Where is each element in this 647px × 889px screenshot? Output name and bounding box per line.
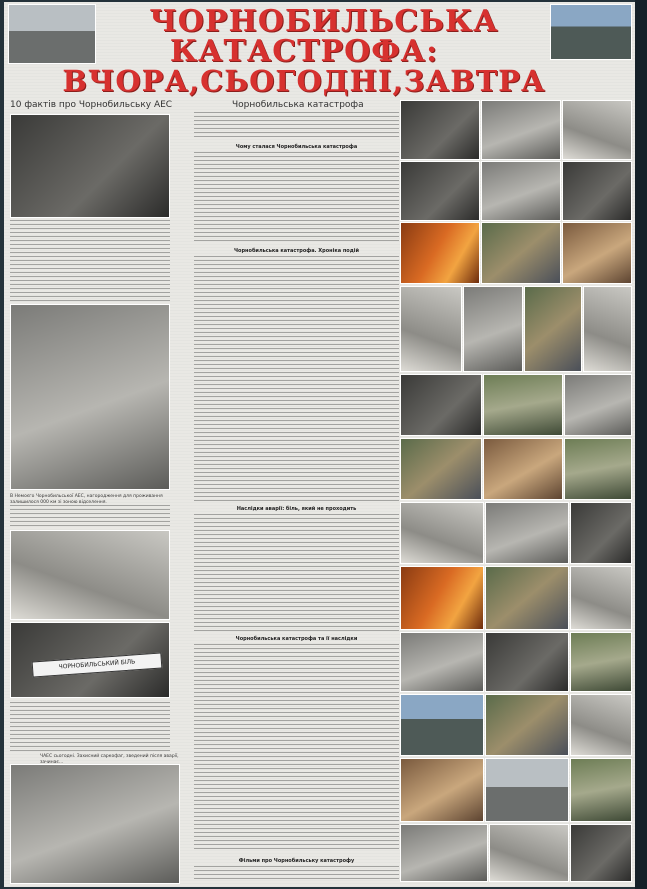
center-subhead-4: Чорнобильська катастрофа та її наслідки xyxy=(235,636,358,642)
photo-grid-24 xyxy=(485,566,569,630)
photo-grid-child xyxy=(400,566,484,630)
center-footer: Фільми про Чорнобильську катастрофу xyxy=(238,858,355,864)
photo-grid-4 xyxy=(400,161,480,221)
center-text-intro xyxy=(194,112,399,140)
photo-grid-25 xyxy=(570,566,632,630)
photo-top-right-reactor xyxy=(550,4,632,60)
photo-grid-34 xyxy=(570,758,632,822)
photo-grid-2 xyxy=(481,100,561,160)
left-text-block-3 xyxy=(10,702,170,752)
photo-pripyat-city xyxy=(10,764,180,884)
title-line-1: ЧОРНОБИЛЬСЬКА xyxy=(149,4,499,39)
left-column-heading: 10 фактів про Чорнобильську АЕС xyxy=(10,100,173,110)
photo-grid-10 xyxy=(400,286,462,372)
photo-grid-8 xyxy=(481,222,561,284)
photo-grid-ferris-wheel xyxy=(400,694,484,756)
center-text-2 xyxy=(194,256,399,502)
center-text-3 xyxy=(194,514,399,632)
photo-grid-fire xyxy=(400,222,480,284)
photo-grid-32 xyxy=(400,758,484,822)
photo-grid-18 xyxy=(483,438,563,500)
left-text-block-2 xyxy=(10,505,170,527)
photo-grid-5 xyxy=(481,161,561,221)
photo-grid-13 xyxy=(583,286,632,372)
center-subhead-3: Наслідки аварії: біль, який не проходить xyxy=(236,506,357,512)
photo-grid-16 xyxy=(564,374,632,436)
photo-grid-22 xyxy=(570,502,632,564)
photo-grid-33 xyxy=(485,758,569,822)
photo-cooling-tower-construction xyxy=(10,530,170,620)
photo-grid-14 xyxy=(400,374,482,436)
photo-grid-11 xyxy=(463,286,523,372)
protest-banner: ЧОРНОБИЛЬСЬКИЙ БІЛЬ xyxy=(32,652,163,677)
left-caption-bottom: ЧАЕС сьогодні. Захисний саркофаг, зведений після аварії, зачинає... xyxy=(40,754,179,765)
center-text-5 xyxy=(194,866,399,880)
photo-grid-3 xyxy=(562,100,632,160)
photo-grid-6 xyxy=(562,161,632,221)
center-text-4 xyxy=(194,644,399,852)
photo-destroyed-reactor xyxy=(10,304,170,490)
photo-grid-17 xyxy=(400,438,482,500)
center-subhead-2: Чорнобильська катастрофа. Хроніка подій xyxy=(234,248,359,254)
title-line-3: ВЧОРА,СЬОГОДНІ,ЗАВТРА xyxy=(62,64,546,98)
photo-grid-1 xyxy=(400,100,480,160)
photo-grid-9 xyxy=(562,222,632,284)
photo-grid-26 xyxy=(400,632,484,692)
photo-grid-monument xyxy=(485,694,569,756)
photo-grid-31 xyxy=(570,694,632,756)
photo-grid-28 xyxy=(570,632,632,692)
board-edge xyxy=(635,0,647,889)
title-line-2: КАТАСТРОФА: xyxy=(169,34,439,69)
photo-grid-27 xyxy=(485,632,569,692)
left-caption-mid: В Немоєго Чорнобильської АЕС, нагородження для проживання залишилося 000 км зі зоною відселення. xyxy=(10,494,163,505)
left-text-block-1 xyxy=(10,220,170,302)
photo-grid-19 xyxy=(564,438,632,500)
center-column-heading: Чорнобильська катастрофа xyxy=(232,100,364,110)
photo-plant-aerial xyxy=(10,114,170,218)
photo-grid-15 xyxy=(483,374,563,436)
photo-grid-36 xyxy=(489,824,569,882)
center-text-1 xyxy=(194,152,399,244)
photo-grid-21 xyxy=(485,502,569,564)
poster-board xyxy=(4,2,644,887)
photo-top-left-landscape xyxy=(8,4,96,64)
photo-grid-12 xyxy=(524,286,582,372)
photo-grid-20 xyxy=(400,502,484,564)
center-subhead-1: Чому сталася Чорнобильська катастрофа xyxy=(235,144,358,150)
photo-grid-37 xyxy=(570,824,632,882)
photo-grid-35 xyxy=(400,824,488,882)
